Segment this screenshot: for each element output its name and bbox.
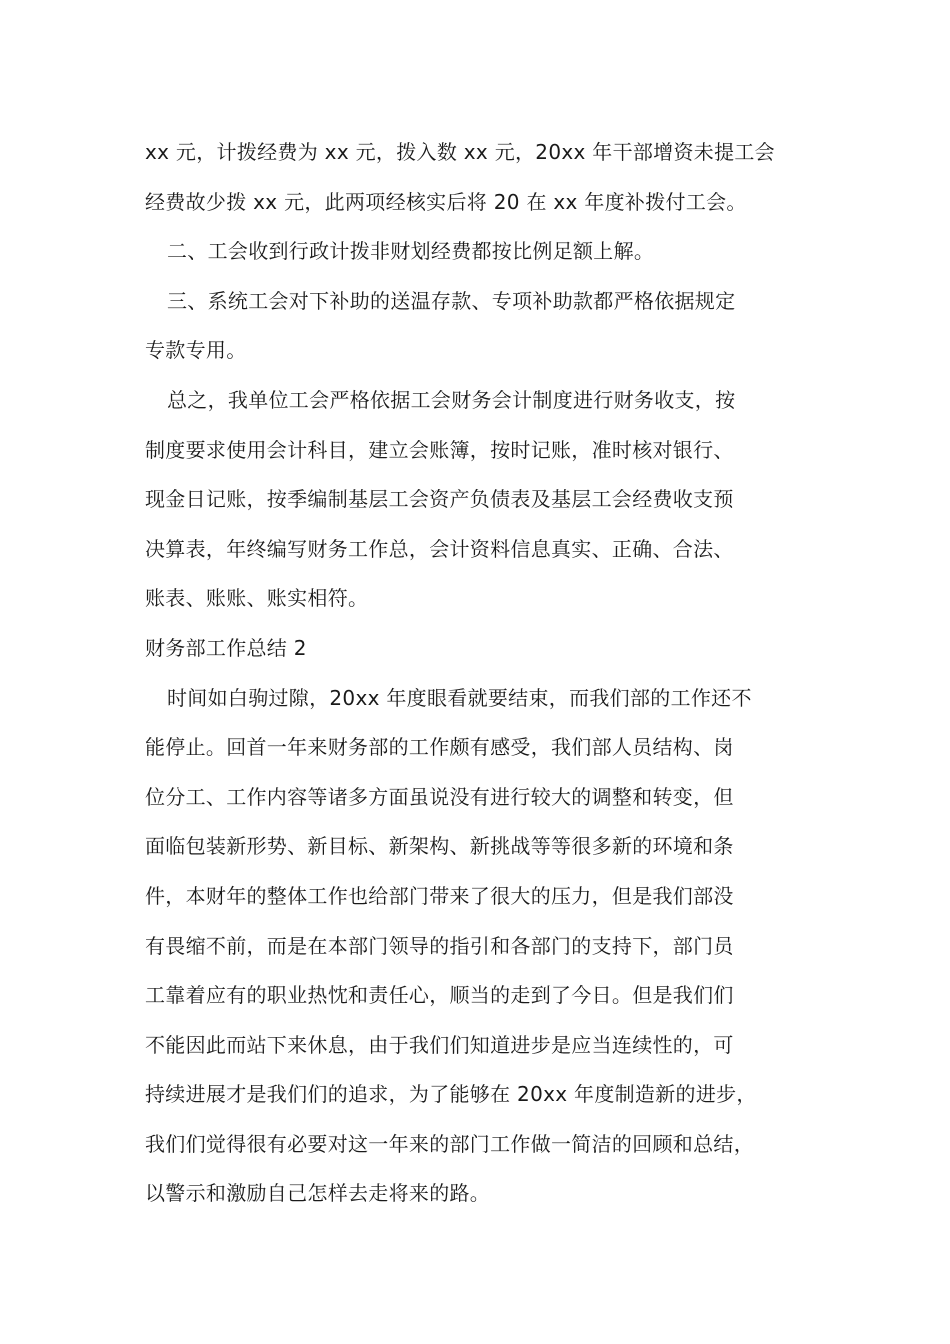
text-line: 持续进展才是我们们的追求，为了能够在 20xx 年度制造新的进步， [145, 1082, 757, 1107]
text-line: 账表、账账、账实相符。 [145, 586, 369, 611]
text-line: 三、系统工会对下补助的送温存款、专项补助款都严格依据规定 [167, 288, 736, 313]
text-line: 总之，我单位工会严格依据工会财务会计制度进行财务收支，按 [167, 387, 736, 412]
text-line: 不能因此而站下来休息，由于我们们知道进步是应当连续性的，可 [145, 1032, 734, 1057]
document-body [145, 128, 825, 1219]
text-line: 专款专用。 [145, 338, 247, 363]
text-line: 有畏缩不前，而是在本部门领导的指引和各部门的支持下，部门员 [145, 933, 734, 958]
paragraph-2 [145, 227, 825, 277]
text-line: 能停止。回首一年来财务部的工作颇有感受，我们部人员结构、岗 [145, 735, 734, 760]
text-line: 工靠着应有的职业热忱和责任心，顺当的走到了今日。但是我们们 [145, 983, 734, 1008]
paragraph-3 [145, 277, 825, 376]
text-line: 时间如白驹过隙，20xx 年度眼看就要结束，而我们部的工作还不 [167, 685, 752, 710]
text-line: 决算表，年终编写财务工作总，会计资料信息真实、正确、合法、 [145, 536, 734, 561]
heading-text: 财务部工作总结 2 [145, 635, 307, 660]
text-line: 面临包装新形势、新目标、新架构、新挑战等等很多新的环境和条 [145, 834, 734, 859]
text-line: 以警示和激励自己怎样去走将来的路。 [145, 1181, 491, 1206]
text-line: 件，本财年的整体工作也给部门带来了很大的压力，但是我们部没 [145, 883, 734, 908]
text-line: xx 元，计拨经费为 xx 元，拨入数 xx 元，20xx 年干部增资未提工会 [145, 140, 775, 164]
paragraph-1 [145, 128, 825, 227]
text-line: 我们们觉得很有必要对这一年来的部门工作做一简洁的回顾和总结， [145, 1131, 754, 1156]
paragraph-4 [145, 376, 825, 624]
text-line: 制度要求使用会计科目，建立会账簿，按时记账，准时核对银行、 [145, 437, 734, 462]
text-line: 位分工、工作内容等诸多方面虽说没有进行较大的调整和转变，但 [145, 784, 734, 809]
text-line: 现金日记账，按季编制基层工会资产负债表及基层工会经费收支预 [145, 487, 734, 512]
text-line: 二、工会收到行政计拨非财划经费都按比例足额上解。 [167, 239, 655, 264]
section-heading [145, 624, 825, 674]
paragraph-5 [145, 674, 825, 1220]
text-line: 经费故少拨 xx 元，此两项经核实后将 20 在 xx 年度补拨付工会。 [145, 189, 747, 214]
